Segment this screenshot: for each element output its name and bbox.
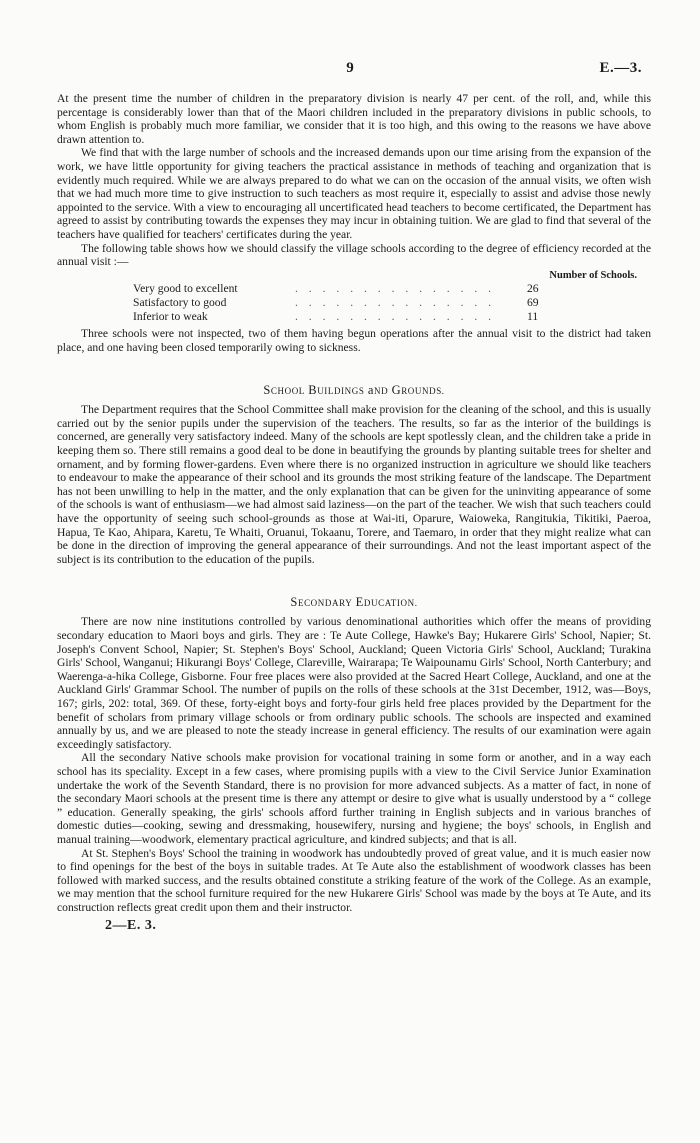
page-number: 9 (346, 60, 354, 76)
page-body (57, 92, 651, 934)
table-row (57, 282, 651, 296)
page-header (0, 60, 700, 82)
row-value: 26 (527, 282, 539, 296)
paragraph-secondary-institutions: There are now nine institutions controlled by various denominational authorities which offer the means of providing secondary education to Maori boys and girls. They are : Te Aute College, Hawke's Bay; Hukarere Girls' School, Napier; St. Joseph's Convent School, Napier; St. Stephen's Boys' School, Auckland; Queen Victoria Girls' School, Auckland; Turakina Girls' School, Wanganui; Hikurangi Boys' College, Clareville, Wairarapa; Te Waipounamu Girls' School, North Canterbury; and Waerenga-a-hika College, Gisborne. Four free places were also provided at the Sacred Heart College, Auckland, and one at the Auckland Girls' Grammar School. The number of pupils on the rolls of these schools at the 31st December, 1912, was—Boys, 167; girls, 202: total, 369. Of these, forty-eight boys and forty-four girls held free places provided by the Department for the benefit of scholars from primary village schools or from ordinary public schools. The schools are inspected and examined annually by us, and we are pleased to note the steady increase in general efficiency. The results of our examination were again exceedingly satisfactory. (57, 615, 651, 751)
table-row (57, 296, 651, 310)
section-heading-buildings: SCHOOL BUILDINGS aND GROUNDS. (263, 383, 445, 398)
section-heading-secondary: SECONDARY EDUCATION. (290, 595, 418, 610)
table-column-header: Number of Schools. (549, 269, 637, 281)
paragraph-teacher-assistance: We find that with the large number of schools and the increased demands upon our time arising from the expansion of the work, we have little opportunity for giving teachers the practical assistance in methods of teaching and organization that is evidently much required. While we are always prepared to do what we can on the occasion of the annual visits, we often wish that we had much more time to give instruction to such teachers as most require it, especially to assist and advise those newly appointed to the service. With a view to encouraging all uncertificated head teachers to become certificated, the Department has agreed to assist by contributing towards the expenses they may incur in obtaining tuition. We are glad to find that several of the teachers have qualified for teachers' certificates during the year. (57, 146, 651, 241)
row-label: Inferior to weak (133, 309, 208, 323)
paragraph-table-intro: The following table shows how we should classify the village schools according to the degree of efficiency recorded at the annual visit :— (57, 241, 651, 269)
paragraph-preparatory: At the present time the number of children in the preparatory division is nearly 47 per cent. of the roll, and, while this percentage is considerably lower than that of the Maori children included in the preparatory divisions in public schools, to whom English is probably much more familiar, we consider that it is too high, and this owing to the reasons we have above drawn attention to. (57, 92, 651, 146)
row-label: Satisfactory to good (133, 295, 227, 309)
leader-dots: . . . . . . . . . . . . . . . (295, 282, 496, 296)
efficiency-table (57, 269, 651, 323)
row-value: 69 (527, 295, 539, 309)
paragraph-vocational-training: All the secondary Native schools make provision for vocational training in some form or another, and in a way each school has its speciality. Except in a few cases, where promising pupils with a view to the Civil Service Junior Examination undertake the work of the Seventh Standard, there is no provision for more advanced subjects. As a matter of fact, in none of the secondary Maori schools at the present time is there any attempt or desire to give what is usually understood by a “ college ” education. Generally speaking, the girls' schools afford further training in English subjects and in various branches of domestic duties—cooking, sewing and dressmaking, housewifery, nursing and hygiene; the boys' schools, in English and manual training—woodwork, elementary practical agriculture, and kindred subjects; and that is all. (57, 751, 651, 846)
signature-mark: 2—E. 3. (105, 918, 157, 934)
leader-dots: . . . . . . . . . . . . . . . (295, 295, 496, 309)
row-value: 11 (527, 309, 539, 323)
paragraph-not-inspected: Three schools were not inspected, two of them having begun operations after the annual visit to the district had taken place, and one having been closed temporarily owing to sickness. (57, 327, 651, 354)
table-row (57, 310, 651, 324)
leader-dots: . . . . . . . . . . . . . . . (295, 309, 496, 323)
row-label: Very good to excellent (133, 282, 238, 296)
paragraph-woodwork: At St. Stephen's Boys' School the training in woodwork has undoubtedly proved of great value, and it is much easier now to find openings for the best of the boys in suitable trades. At Te Aute also the establishment of woodwork classes has been followed with marked success, and the results obtained constitute a striking feature of the work of the College. As an example, we may mention that the school furniture required for the new Hukarere Girls' School was made by the boys at Te Aute, and its construction reflects great credit upon them and their instructor. (57, 846, 651, 914)
paragraph-buildings: The Department requires that the School Committee shall make provision for the cleaning of the school, and this is usually carried out by the senior pupils under the supervision of the teachers. The results, so far as the interior of the buildings is concerned, are generally very satisfactory indeed. Many of the schools are kept spotlessly clean, and the children take a pride in keeping them so. There still remains a good deal to be done in beautifying the grounds by planting suitable trees for shelter and ornament, and by forming flower-gardens. Even where there is no organized instruction in agriculture we should like teachers to endeavour to make the appearance of their school and its grounds the most striking feature of the landscape. The Department has not been unwilling to help in the matter, and the only explanation that can be given for the uninviting appearance of some of the schools is want of enthusiasm—we had almost said laziness—on the part of the teacher. We wish that such teachers could have the opportunity of seeing such school-grounds as those at Wai-iti, Oparure, Waioweka, Rangitukia, Tikitiki, Paeroa, Hapua, Te Kao, Ahipara, Karetu, Te Whaiti, Oruanui, Tokaanu, Torere, and Taemaro, in order that they might realize what can be done in the direction of improving the general appearance of their surroundings. And not the least important aspect of the subject is its contribution to the education of the pupils. (57, 403, 651, 566)
document-code: E.—3. (599, 60, 642, 76)
